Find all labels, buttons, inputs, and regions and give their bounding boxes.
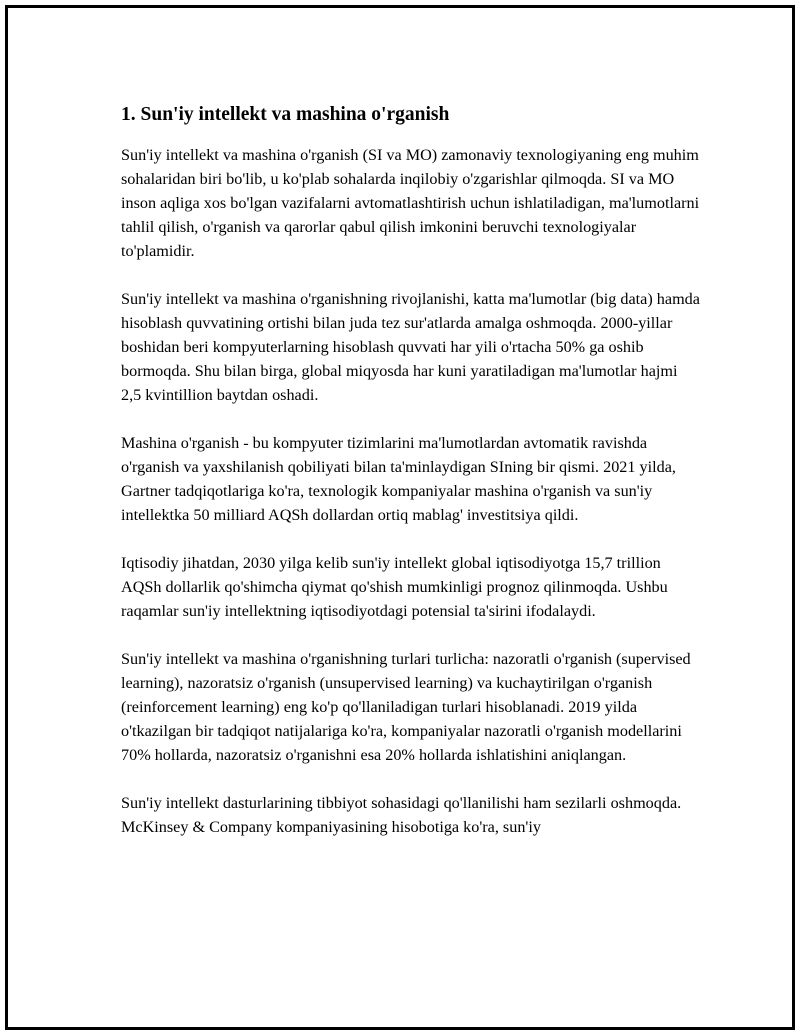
- paragraph-4: Iqtisodiy jihatdan, 2030 yilga kelib sun'iy intellekt global iqtisodiyotga 15,7 trillion AQSh dollarlik qo'shimcha qiymat qo'shish mumkinligi prognoz qilinmoqda. Ushbu raqamlar sun'iy intellektning iqtisodiyotdagi potensial ta'sirini ifodalaydi.: [121, 554, 668, 620]
- paragraph-6: Sun'iy intellekt dasturlarining tibbiyot sohasidagi qo'llanilishi ham sezilarli oshmoqda. McKinsey & Company kompaniyasining hisobotiga ko'ra, sun'iy: [121, 794, 682, 836]
- paragraph-2: Sun'iy intellekt va mashina o'rganishning rivojlanishi, katta ma'lumotlar (big data) hamda hisoblash quvvatining ortishi bilan juda tez sur'atlarda amalga oshmoqda. 2000-yillar boshidan beri kompyuterlarning hisoblash quvvati har yili o'rtacha 50% ga oshib bormoqda. Shu bilan birga, global miqyosda har kuni yaratiladigan ma'lumotlar hajmi 2,5 kvintillion baytdan oshadi.: [121, 290, 700, 404]
- document-body: [121, 101, 701, 839]
- page-frame: [5, 5, 795, 1030]
- section-heading: 1. Sun'iy intellekt va mashina o'rganish: [121, 104, 450, 125]
- paragraph-1: Sun'iy intellekt va mashina o'rganish (SI va MO) zamonaviy texnologiyaning eng muhim sohalaridan biri bo'lib, u ko'plab sohalarda inqilobiy o'zgarishlar qilmoqda. SI va MO inson aqliga xos bo'lgan vazifalarni avtomatlashtirish uchun ishlatiladigan, ma'lumotlarni tahlil qilish, o'rganish va qarorlar qabul qilish imkonini beruvchi texnologiyalar to'plamidir.: [121, 146, 700, 260]
- paragraph-5: Sun'iy intellekt va mashina o'rganishning turlari turlicha: nazoratli o'rganish (supervised learning), nazoratsiz o'rganish (unsupervised learning) va kuchaytirilgan o'rganish (reinforcement learning) eng ko'p qo'llaniladigan turlari hisoblanadi. 2019 yilda o'tkazilgan bir tadqiqot natijalariga ko'ra, kompaniyalar nazoratli o'rganish modellarini 70% hollarda, nazoratsiz o'rganishni esa 20% hollarda ishlatishini aniqlangan.: [121, 650, 691, 764]
- paragraph-3: Mashina o'rganish - bu kompyuter tizimlarini ma'lumotlardan avtomatik ravishda o'rganish va yaxshilanish qobiliyati bilan ta'minlaydigan SIning bir qismi. 2021 yilda, Gartner tadqiqotlariga ko'ra, texnologik kompaniyalar mashina o'rganish va sun'iy intellektka 50 milliard AQSh dollardan ortiq mablag' investitsiya qildi.: [121, 434, 676, 524]
